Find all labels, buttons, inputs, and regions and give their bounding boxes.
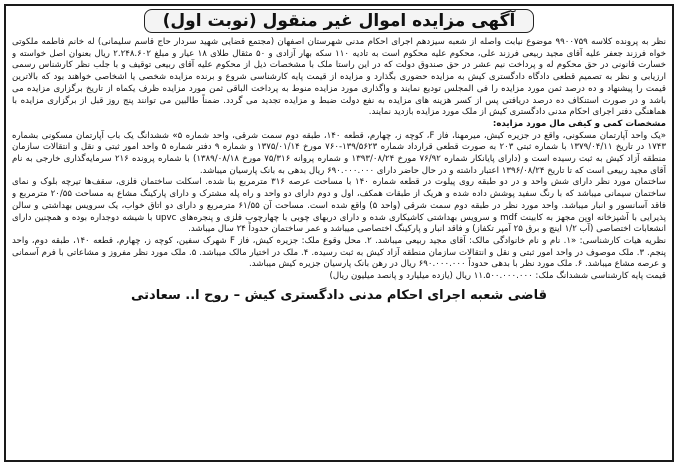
notice-title: آگهی مزایده اموال غیر منقول (نوبت اول) xyxy=(144,9,535,33)
judge-signature: قاضی شعبه اجرای احکام مدنی دادگستری کیش – روح ا.. سعادتی xyxy=(131,287,547,303)
notice-frame xyxy=(4,4,674,462)
specs-heading: مشخصات کمی و کیفی مال مورد مزایده: xyxy=(492,118,666,129)
building-paragraph: ساختمان مورد نظر دارای شش واحد و در دو طبقه روی پیلوت در قطعه شماره ۱۴۰ با مساحت عرصه ۳۱۶ مترمربع بنا شده. اسکلت ساختمان فلزی، سقف‌ها تیرچه بلوک و نمای ساختمان سیمانی میباشد که با رنگ سفید پوشش داده شده و هریک از طبقات همکف، اول و دوم دارای دو واحد و راه پله مشترک و دارای پارکینگ مشاع به مساحت ۲۰/۵۵ مترمربع و فاقد آسانسور و انبار میباشد. واحد مورد نظر در طبقه دوم سمت شرقی (واحد ۵) واقع شده است. مساحت آن ۶۱/۵۵ مترمربع و دارای دو اتاق خواب، یک سرویس بهداشتی و سالن پذیرایی با آشپزخانه اوپن مجهز به کابینت mdf و سرویس بهداشتی کاشیکاری شده و دارای دربهای چوبی با چهارچوب فلزی و پنجره‌های upvc با شیشه دوجداره بوده و همچنین دارای انشعابات اختصاصی (آب ۱/۲ اینچ و برق ۲۵ آمپر تکفاز) و فاقد انبار و پارکینگ اختصاصی میباشد و عمر ساختمان حدوداً ۲۴ سال میباشد. xyxy=(12,177,666,235)
expert-paragraph: نظریه هیات کارشناسی: «۱. نام و نام خانوادگی مالک: آقای مجید ربیعی میباشد. ۲. محل وقوع ملک: جزیره کیش، فاز F شهرک سفین، کوچه ز، چهارم، قطعه ۱۴۰، طبقه دوم، واحد پنجم. ۳. ملک موصوف در واحد امور ثبتی و نقل و انتقالات سازمان منطقه آزاد کیش به ثبت رسیده. ۴. ملک در اختیار مالک میباشد. ۵. ملک مورد نظر مفروز و مشاعاتی با فرم آسمانی و عرصه مشاع میباشد. ۶. ملک مورد نظر با بدهی حدوداً ۶۹۰.۰۰۰.۰۰۰ ریال در رهن بانک پارسیان جزیره کیش میباشد. xyxy=(12,235,666,270)
price-paragraph: قیمت پایه کارشناسی ششدانگ ملک: ۱۱.۵۰۰.۰۰۰.۰۰۰ ریال (یازده میلیارد و پانصد میلیون ریال) xyxy=(329,271,666,282)
specs-paragraph: «یک واحد آپارتمان مسکونی، واقع در جزیره کیش، میرمهنا، فاز F، کوچه ز، چهارم، قطعه ۱۴۰، طبقه دوم سمت شرقی، واحد شماره ۵» ششدانگ یک باب آپارتمان مسکونی بشماره ۱۷۴۳ در تاریخ ۱۳۷۹/۰۴/۱۱ با شماره ثبتی ۲۰۳ به صورت قطعی قرارداد شماره ۱۳۹/۵۶۲۳-۷۶۰ مورخ ۱۳۷۵/۰۱/۱۴ و شماره ۹ دفتر شماره ۵ واحد امور ثبتی و نقل و انتقالات سازمان منطقه آزاد کیش به ثبت رسیده است و (دارای پایانکار شماره ۷۶/۹۲ مورخ ۱۳۹۳/۰۸/۲۴ و شماره پروانه ۷۵/۳۱۶ مورخ ۱۳۸۹/۰۸/۱۸) با شماره پرونده ۲۱۶ سرمایه‌گذاری خارجی به نام آقای مجید ربیعی است که تا تاریخ ۱۳۹۶/۰۸/۲۴ اعتبار داشته و در حال حاضر دارای ۶۹۰.۰۰۰.۰۰۰ ریال بدهی به بانک پارسیان میباشد. xyxy=(12,130,666,176)
title-wrap xyxy=(12,9,666,35)
intro-paragraph: نظر به پرونده کلاسه ۹۹۰۰۷۵۹ موضوع نیابت واصله از شعبه سیزدهم اجرای احکام مدنی شهرستان اصفهان (مجتمع قضایی شهید سردار حاج قاسم سلیمانی) له خانم فاطمه ملکوتی خواه فرزند جعفر علیه آقای مجید ربیعی فرزند علی، محکوم علیه محکوم است به تادیه ۱۱۰ سکه بهار آزادی و ۵۰ مثقال طلای ۱۸ عیار و مبلغ ۲.۲۴۸.۶۰۲ ریال بعنوان اصل خواسته و خسارت قانونی در حق محکوم له و پرداخت نیم عشر در حق صندوق دولت که در این راستا ملک با مشخصات ذیل از محکوم علیه آقای ربیعی توقیف و با جلب نظر کارشناس رسمی ارزیابی و نظر به تصمیم قطعی دادگاه دادگستری کیش به مزایده حضوری بگذارد و مزایده از قیمت پایه کارشناسی شروع و برنده مزایده شخصی یا اشخاصی خواهند بود که بالاترین قیمت را پیشنهاد و ده درصد ثمن مورد مزایده را فی المجلس تودیع نمایند و واگذاری مورد مزایده منوط به پرداخت الباقی ثمن مورد مزایده ظرف یکماه از تاریخ برگزاری مزایده می باشد و در صورت استنکاف ده درصد دریافتی پس از کسر هزینه های مزایده به نفع دولت ضبط و مزایده تجدید می گردد. ضمناً طالبین می توانند پنج روز قبل از برگزاری مزایده با هماهنگی دفتر اجرای احکام مدنی دادگستری کیش از ملک مورد مزایده بازدید نمایند. xyxy=(12,37,666,118)
notice-body xyxy=(12,37,666,283)
